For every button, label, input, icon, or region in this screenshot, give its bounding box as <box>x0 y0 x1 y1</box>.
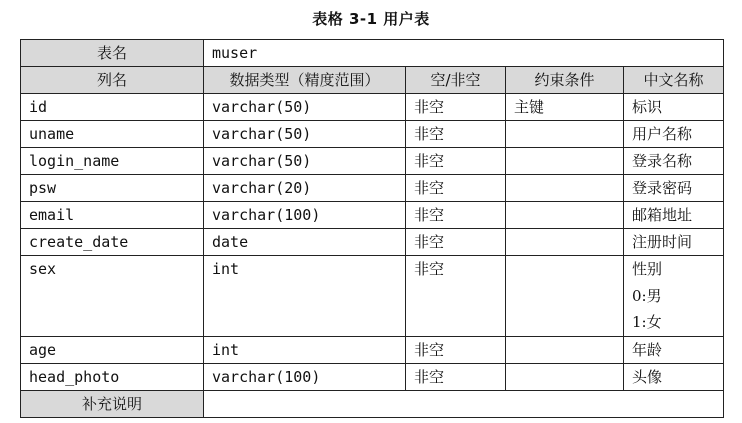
cell-column-name: create_date <box>21 229 204 256</box>
cell-constraint <box>506 336 624 363</box>
chinese-name-line: 头像 <box>632 367 663 386</box>
cell-constraint: 主键 <box>506 94 624 121</box>
cell-chinese-name <box>624 175 724 202</box>
cell-column-name: login_name <box>21 148 204 175</box>
chinese-name-line: 年龄 <box>632 340 663 359</box>
header-row <box>21 67 724 94</box>
chinese-name-line: 邮箱地址 <box>632 206 693 224</box>
table-name-row <box>21 40 724 67</box>
header-constraint: 约束条件 <box>506 67 624 94</box>
chinese-name-line: 登录名称 <box>632 152 693 170</box>
cell-constraint <box>506 256 624 337</box>
cell-column-name: email <box>21 202 204 229</box>
table-row <box>21 336 724 363</box>
cell-nullable: 非空 <box>406 256 506 337</box>
table-row <box>21 202 724 229</box>
cell-nullable: 非空 <box>406 363 506 390</box>
header-nullable: 空/非空 <box>406 67 506 94</box>
cell-nullable: 非空 <box>406 175 506 202</box>
header-chinese-name: 中文名称 <box>624 67 724 94</box>
cell-nullable: 非空 <box>406 229 506 256</box>
cell-chinese-name <box>624 363 724 390</box>
cell-data-type: varchar(100) <box>204 363 406 390</box>
cell-data-type: varchar(50) <box>204 94 406 121</box>
cell-constraint <box>506 202 624 229</box>
cell-chinese-name <box>624 256 724 337</box>
cell-constraint <box>506 175 624 202</box>
cell-chinese-name <box>624 121 724 148</box>
cell-constraint <box>506 229 624 256</box>
cell-data-type: varchar(100) <box>204 202 406 229</box>
cell-column-name: age <box>21 336 204 363</box>
cell-constraint <box>506 363 624 390</box>
cell-column-name: head_photo <box>21 363 204 390</box>
cell-nullable: 非空 <box>406 202 506 229</box>
cell-column-name: id <box>21 94 204 121</box>
table-row <box>21 363 724 390</box>
header-data-type: 数据类型（精度范围） <box>204 67 406 94</box>
notes-label: 补充说明 <box>21 390 204 417</box>
cell-data-type: varchar(50) <box>204 148 406 175</box>
cell-data-type: varchar(50) <box>204 121 406 148</box>
cell-data-type: int <box>204 256 406 337</box>
cell-constraint <box>506 121 624 148</box>
cell-constraint <box>506 148 624 175</box>
chinese-name-line: 标识 <box>632 98 663 116</box>
cell-column-name: sex <box>21 256 204 337</box>
chinese-name-line: 注册时间 <box>632 233 693 251</box>
cell-chinese-name <box>624 202 724 229</box>
cell-nullable: 非空 <box>406 94 506 121</box>
table-caption: 表格 3-1 用户表 <box>312 10 430 28</box>
notes-row <box>21 390 724 417</box>
cell-nullable: 非空 <box>406 121 506 148</box>
user-table <box>20 39 724 418</box>
cell-nullable: 非空 <box>406 336 506 363</box>
cell-data-type: int <box>204 336 406 363</box>
header-column-name: 列名 <box>21 67 204 94</box>
table-name-label: 表名 <box>21 40 204 67</box>
table-row <box>21 256 724 337</box>
chinese-name-line: 用户名称 <box>632 125 693 143</box>
chinese-name-line: 性别 <box>632 260 663 278</box>
chinese-name-line: 登录密码 <box>632 179 693 197</box>
table-row <box>21 175 724 202</box>
table-row <box>21 229 724 256</box>
cell-chinese-name <box>624 148 724 175</box>
cell-chinese-name <box>624 94 724 121</box>
chinese-name-line: 0:男 <box>632 286 662 305</box>
table-row <box>21 148 724 175</box>
cell-chinese-name <box>624 229 724 256</box>
cell-data-type: date <box>204 229 406 256</box>
table-row <box>21 121 724 148</box>
table-name-value: muser <box>204 40 724 67</box>
cell-data-type: varchar(20) <box>204 175 406 202</box>
chinese-name-line: 1:女 <box>632 313 662 331</box>
notes-value <box>204 390 724 417</box>
cell-chinese-name <box>624 336 724 363</box>
cell-nullable: 非空 <box>406 148 506 175</box>
cell-column-name: uname <box>21 121 204 148</box>
cell-column-name: psw <box>21 175 204 202</box>
table-row <box>21 94 724 121</box>
